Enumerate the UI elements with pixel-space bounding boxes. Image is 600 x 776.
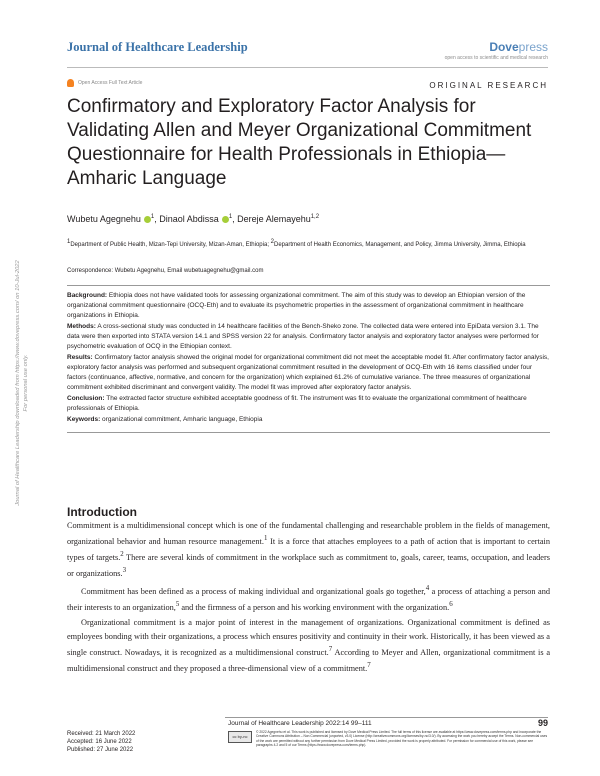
- paragraph-text: It is a force that attaches employees to a path of action that is important to certain types of targets.: [67, 537, 551, 563]
- author-affiliation-sup: 1: [150, 214, 155, 220]
- reference-link[interactable]: 6: [449, 601, 453, 609]
- reference-link[interactable]: 7: [328, 645, 333, 653]
- open-access-text: Open Access Full Text Article: [78, 80, 143, 86]
- download-watermark: [14, 203, 30, 563]
- reference-link[interactable]: 1: [263, 535, 268, 543]
- open-access-lock-icon: [67, 79, 74, 87]
- reference-link[interactable]: 5: [175, 601, 180, 609]
- abstract-text: A cross-sectional study was conducted in 14 healthcare facilities of the Bench-Sheko zone. The collected data were entered into EpiData version 3.1. The data were then exported into STATA version 14.1 and SPSS version 22 for analysis. Confirmatory factor analysis and exploratory factor analyses were performed for psychometric evaluation of OCQ in the Ethiopian context.: [67, 323, 539, 350]
- abstract: [67, 285, 550, 433]
- paragraph: [67, 616, 550, 675]
- affiliation-sup: 1: [67, 239, 71, 245]
- section-heading-introduction: Introduction: [67, 505, 137, 519]
- paragraph: [67, 582, 550, 614]
- footer-divider: [225, 717, 548, 718]
- introduction-body: [67, 519, 550, 677]
- affiliation-sup: 2: [270, 239, 274, 245]
- abstract-label: Background:: [67, 292, 108, 299]
- author-separator: ,: [154, 214, 160, 224]
- published-date: Published: 27 June 2022: [67, 747, 134, 753]
- publisher-tagline: open access to scientific and medical research: [444, 55, 548, 61]
- affiliation-1: Department of Public Health, Mizan-Tepi University, Mizan-Aman, Ethiopia;: [70, 242, 271, 248]
- author-name[interactable]: Dereje Alemayehu: [237, 214, 311, 224]
- journal-title[interactable]: Journal of Healthcare Leadership: [67, 40, 248, 54]
- abstract-conclusion: [67, 394, 550, 414]
- open-access-label: [67, 79, 142, 87]
- paper-title: Confirmatory and Exploratory Factor Analysis for Validating Allen and Meyer Organizational Commitment Questionnaire for Health Professionals in Ethiopia—Amharic Language: [67, 96, 532, 189]
- author-separator: ,: [232, 214, 238, 224]
- abstract-label: Conclusion:: [67, 395, 105, 402]
- accepted-date: Accepted: 16 June 2022: [67, 739, 132, 745]
- abstract-keywords: [67, 415, 550, 425]
- download-watermark-line: For personal use only.: [23, 354, 29, 412]
- abstract-text: Confirmatory factor analysis showed the original model for organizational commitment did not meet the acceptable model fit. After confirmatory factor analysis, exploratory factor analysis was performed and subsequent organizational commitment resulted in the development of OCQ-Eth with 16 items classified under four factors (continuance, affective, normative, and concern for the organization) which explained 61.2% of cumulative variance. The three measures of organizational commitment exhibited discriminant and convergent validity. The model fit was improved after exploratory factor analysis.: [67, 354, 549, 391]
- paragraph-text: and the firmness of a person and his working environment with the organization.: [179, 603, 450, 613]
- abstract-results: [67, 353, 550, 393]
- publication-dates: [67, 730, 135, 754]
- abstract-label: Methods:: [67, 323, 96, 330]
- affiliations: [67, 238, 547, 250]
- license-text: © 2022 Agegnehu et al. This work is published and licensed by Dove Medical Press Limited. The full terms of this license are available at https://www.dovepress.com/terms.php and incorporate the Creative Commons Attribution – Non Commercial (unported, v3.0) License (http://creativecommons.org/licenses/by-nc/3.0/). By accessing the work you hereby accept the Terms. Non-commercial uses of the work are permitted without any further permission from Dove Medical Press Limited, provided the work is properly attributed. For permission for commercial use of this work, please see paragraphs 4.2 and 5 of our Terms (https://www.dovepress.com/terms.php).: [256, 730, 548, 748]
- author-name[interactable]: Dinaol Abdissa: [159, 214, 219, 224]
- publisher-logo-bold: Dove: [489, 40, 519, 54]
- author-name[interactable]: Wubetu Agegnehu: [67, 214, 141, 224]
- orcid-icon[interactable]: [144, 216, 151, 223]
- page-number: 99: [537, 718, 548, 728]
- paragraph: [67, 519, 550, 580]
- correspondence[interactable]: Correspondence: Wubetu Agegnehu, Email wubetuagegnehu@gmail.com: [67, 268, 264, 274]
- creative-commons-icon[interactable]: cc by-nc: [228, 731, 252, 743]
- received-date: Received: 21 March 2022: [67, 731, 136, 737]
- author-list: [67, 214, 319, 224]
- paragraph-text: According to Meyer and Allen, organizational commitment is a multidimensional construct and they proposed a three-dimensional view of a commitment.: [67, 647, 551, 673]
- paragraph-text: Commitment has been defined as a process of making individual and organizational goals go together,: [81, 587, 426, 597]
- download-watermark-line: Journal of Healthcare Leadership downloaded from https://www.dovepress.com/ on 10-Jul-2022: [15, 260, 21, 506]
- abstract-label: Keywords:: [67, 416, 101, 423]
- author-affiliation-sup: 1: [228, 214, 233, 220]
- affiliation-2: Department of Health Economics, Management, and Policy, Jimma University, Jimma, Ethiopia: [274, 242, 526, 248]
- reference-link[interactable]: 4: [425, 585, 430, 593]
- abstract-background: [67, 291, 550, 321]
- article-type: ORIGINAL RESEARCH: [429, 81, 548, 90]
- abstract-text: organizational commitment, Amharic language, Ethiopia: [100, 416, 263, 423]
- author-affiliation-sup: 1,2: [310, 214, 320, 220]
- orcid-icon[interactable]: [222, 216, 229, 223]
- abstract-text: The extracted factor structure exhibited acceptable goodness of fit. The instrument was fit to evaluate the organizational commitment of healthcare professionals of Ethiopia.: [67, 395, 527, 412]
- publisher-logo-light: press: [518, 40, 548, 54]
- abstract-label: Results:: [67, 354, 93, 361]
- abstract-text: Ethiopia does not have validated tools for assessing organizational commitment. The aim of this study was to develop an Ethiopian version of the organizational commitment questionnaire (OCQ-Eth) and to evaluate its psychometric properties in the assessment of organizational commitment in healthcare organizations in Ethiopia.: [67, 292, 526, 319]
- paragraph-text: Organizational commitment is a major point of interest in the management of organizations. Organizational commitment is defined as employees bonding with their organizations, a process which ensures positivity and continuity in their work. Historically, it has been viewed as a single construct. Nowadays, it is recognized as a multidimensional construct.: [67, 618, 550, 657]
- footer-citation: Journal of Healthcare Leadership 2022:14 99–111: [228, 720, 372, 727]
- reference-link[interactable]: 2: [120, 551, 124, 559]
- paragraph-text: Commitment is a multidimensional concept which is one of the fundamental challenging and researchable problem in the fields of management, organizational behavior and human resource management.: [67, 521, 550, 547]
- reference-link[interactable]: 3: [122, 567, 127, 575]
- header-divider: [67, 67, 548, 68]
- reference-link[interactable]: 7: [367, 661, 371, 669]
- paragraph-text: a process of attaching a person and their interests to an organization,: [67, 587, 551, 613]
- publisher-logo[interactable]: [489, 40, 548, 54]
- abstract-methods: [67, 322, 550, 352]
- paragraph-text: There are several kinds of commitment in the workplace such as commitment to, goals, career, teams, occupation, and leaders or organizations.: [67, 553, 550, 579]
